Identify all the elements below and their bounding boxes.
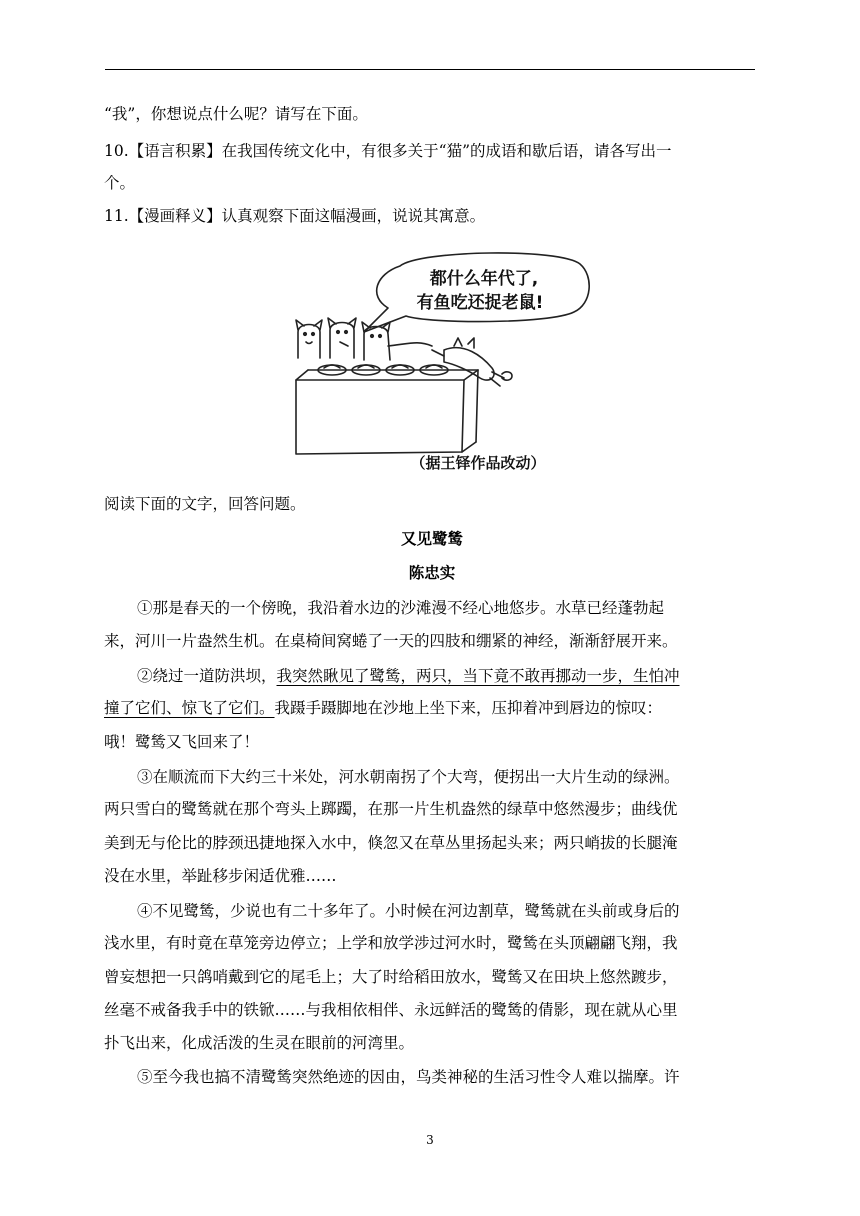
bubble-line-1: 都什么年代了, xyxy=(429,269,539,289)
question-11: 11.【漫画释义】认真观察下面这幅漫画，说说其寓意。 xyxy=(104,207,486,225)
cat-4-chasing xyxy=(444,348,494,380)
page-number: 3 xyxy=(426,1133,434,1147)
p2-underlined-1: 我突然瞅见了鹭鸶，两只，当下竟不敢再挪动一步，生怕冲 xyxy=(276,667,680,685)
cat-2 xyxy=(330,323,354,359)
reading-instruction: 阅读下面的文字，回答问题。 xyxy=(104,495,306,513)
cat-1 xyxy=(298,325,320,359)
cat-3 xyxy=(364,327,390,361)
paragraph-5-line-1: ⑤至今我也搞不清鹭鸶突然绝迹的因由，鸟类神秘的生活习性令人难以揣摩。许 xyxy=(137,1068,680,1086)
p2-underlined-2: 撞了它们、惊飞了它们。 xyxy=(104,699,275,717)
paragraph-4-line-3: 曾妄想把一只鸽哨戴到它的尾毛上；大了时给稻田放水，鹭鸶又在田块上悠然踱步， xyxy=(104,968,678,986)
paragraph-3-line-4: 没在水里，举趾移步闲适优雅…… xyxy=(104,867,337,885)
bubble-line-2: 有鱼吃还捉老鼠! xyxy=(416,293,544,313)
paragraph-4-line-4: 丝毫不戒备我手中的铁锨……与我相依相伴、永远鲜活的鹭鸶的倩影，现在就从心里 xyxy=(104,1001,678,1019)
p2-plain-start: ②绕过一道防洪坝， xyxy=(137,667,277,685)
question-9-continuation: “我”，你想说点什么呢？请写在下面。 xyxy=(104,105,368,123)
mouse xyxy=(502,372,512,380)
question-10-line1: 10.【语言积累】在我国传统文化中，有很多关于“猫”的成语和歇后语，请各写出一 xyxy=(104,142,672,160)
p2-plain-end: 我蹑手蹑脚地在沙地上坐下来，压抑着冲到唇边的惊叹： xyxy=(274,699,663,717)
paragraph-3-line-2: 两只雪白的鹭鸶就在那个弯头上踯躅，在那一片生机盎然的绿草中悠然漫步；曲线优 xyxy=(104,800,678,818)
paragraph-4-line-1: ④不见鹭鸶，少说也有二十多年了。小时候在河边割草，鹭鸶就在头前或身后的 xyxy=(137,902,680,920)
cartoon-caption: （据王铎作品改动） xyxy=(410,454,546,472)
paragraph-4-line-5: 扑飞出来，化成活泼的生灵在眼前的河湾里。 xyxy=(104,1034,415,1052)
question-10-line2: 个。 xyxy=(104,174,136,192)
paragraph-2-line-2 xyxy=(104,698,760,718)
article-title: 又见鹭鸶 xyxy=(400,529,463,548)
paragraph-1-line-1: ①那是春天的一个傍晚，我沿着水边的沙滩漫不经心地悠步。水草已经蓬勃起 xyxy=(137,599,665,617)
paragraph-3-line-3: 美到无与伦比的脖颈迅捷地探入水中，倏忽又在草丛里扬起头来；两只峭拔的长腿淹 xyxy=(104,834,678,852)
paragraph-3-line-1: ③在顺流而下大约三十米处，河水朝南拐了个大弯，便拐出一大片生动的绿洲。 xyxy=(137,768,680,786)
paragraph-2-line-3: 哦！鹭鸶又飞回来了！ xyxy=(104,733,260,751)
header-rule xyxy=(105,69,755,70)
paragraph-4-line-2: 浅水里，有时竟在草笼旁边停立；上学和放学涉过河水时，鹭鸶在头顶翩翩飞翔，我 xyxy=(104,934,678,952)
paragraph-1-line-2: 来，河川一片盎然生机。在桌椅间窝蜷了一天的四肢和绷紧的神经，渐渐舒展开来。 xyxy=(104,632,678,650)
counter xyxy=(296,380,464,454)
article-author: 陈忠实 xyxy=(408,563,456,582)
cartoon-illustration xyxy=(268,246,590,478)
paragraph-2-line-1 xyxy=(137,666,760,686)
